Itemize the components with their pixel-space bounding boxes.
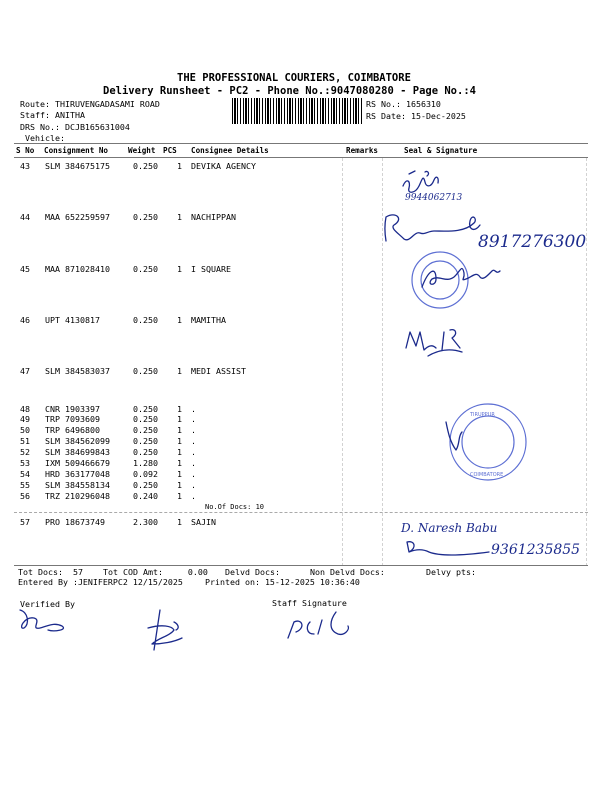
row-weight: 0.240 bbox=[133, 491, 158, 501]
signature-row-43-phone: 9944062713 bbox=[405, 193, 463, 203]
row-sno: 45 bbox=[20, 264, 30, 274]
header-bottom-rule bbox=[14, 157, 588, 158]
barcode bbox=[232, 98, 362, 124]
row-pcs: 1 bbox=[177, 517, 182, 527]
row-consignment: SLM 384699843 bbox=[45, 447, 110, 457]
row-pcs: 1 bbox=[177, 458, 182, 468]
row-sno: 53 bbox=[20, 458, 30, 468]
row-pcs: 1 bbox=[177, 469, 182, 479]
tot-cod-amount: Tot COD Amt: 0.00 bbox=[103, 567, 208, 577]
row-consignment: MAA 871028410 bbox=[45, 264, 110, 274]
row-consignee: I SQUARE bbox=[191, 264, 231, 274]
col-consignee: Consignee Details bbox=[191, 146, 269, 155]
printed-on: Printed on: 15-12-2025 10:36:40 bbox=[205, 577, 360, 587]
row-pcs: 1 bbox=[177, 315, 182, 325]
non-delivered-docs: Non Delvd Docs: bbox=[310, 567, 385, 577]
signature-verified-by bbox=[14, 602, 74, 637]
row-weight: 2.300 bbox=[133, 517, 158, 527]
row-sno: 47 bbox=[20, 366, 30, 376]
row-weight: 0.250 bbox=[133, 161, 158, 171]
row-sno: 57 bbox=[20, 517, 30, 527]
row-consignment: SLM 384583037 bbox=[45, 366, 110, 376]
stamp-row-48-56 bbox=[440, 400, 540, 490]
row-consignment: MAA 652259597 bbox=[45, 212, 110, 222]
row-pcs: 1 bbox=[177, 264, 182, 274]
row-weight: 0.250 bbox=[133, 264, 158, 274]
row-pcs: 1 bbox=[177, 425, 182, 435]
row-sno: 52 bbox=[20, 447, 30, 457]
signature-row-57-phone: 9361235855 bbox=[491, 542, 581, 558]
row-consignment: PRO 18673749 bbox=[45, 517, 105, 527]
row-sno: 51 bbox=[20, 436, 30, 446]
row-consignment: TRP 6496800 bbox=[45, 425, 100, 435]
col-remarks: Remarks bbox=[346, 146, 379, 155]
col-sno: S No bbox=[16, 146, 35, 155]
svg-text:TIRUPPUR: TIRUPPUR bbox=[470, 412, 495, 418]
signature-entered-by bbox=[140, 606, 200, 656]
drs-number: DRS No.: DCJB165631004 bbox=[20, 122, 130, 132]
row-sno: 55 bbox=[20, 480, 30, 490]
row-weight: 0.250 bbox=[133, 414, 158, 424]
row-sno: 44 bbox=[20, 212, 30, 222]
col-seal: Seal & Signature bbox=[404, 146, 478, 155]
header-top-rule bbox=[14, 143, 588, 144]
stamp-row-45 bbox=[402, 247, 532, 317]
col-pcs: PCS bbox=[163, 146, 177, 155]
row-consignee: MEDI ASSIST bbox=[191, 366, 246, 376]
row-consignment: TRZ 210296048 bbox=[45, 491, 110, 501]
verified-by-label: Verified By bbox=[20, 599, 75, 609]
row-sno: 54 bbox=[20, 469, 30, 479]
footer-rule bbox=[14, 565, 588, 566]
col-weight: Weight bbox=[128, 146, 156, 155]
row-consignment: CNR 1903397 bbox=[45, 404, 100, 414]
row-sno: 46 bbox=[20, 315, 30, 325]
entered-by: Entered By :JENIFERPC2 12/15/2025 bbox=[18, 577, 183, 587]
row-weight: 0.250 bbox=[133, 315, 158, 325]
route-text: Route: THIRUVENGADASAMI ROAD bbox=[20, 99, 160, 109]
row-consignment: SLM 384675175 bbox=[45, 161, 110, 171]
row-weight: 0.250 bbox=[133, 425, 158, 435]
row-consignee: . bbox=[191, 447, 196, 457]
row-consignee: MAMITHA bbox=[191, 315, 226, 325]
row-sno: 49 bbox=[20, 414, 30, 424]
signature-row-43 bbox=[395, 160, 485, 205]
signature-staff bbox=[280, 608, 360, 648]
row-weight: 0.250 bbox=[133, 404, 158, 414]
row-consignee: . bbox=[191, 436, 196, 446]
row-consignee: NACHIPPAN bbox=[191, 212, 236, 222]
row-consignment: HRD 363177048 bbox=[45, 469, 110, 479]
row-weight: 0.250 bbox=[133, 366, 158, 376]
row-pcs: 1 bbox=[177, 366, 182, 376]
row-pcs: 1 bbox=[177, 414, 182, 424]
row-pcs: 1 bbox=[177, 161, 182, 171]
delivery-points: Delvy pts: bbox=[426, 567, 476, 577]
row-sno: 56 bbox=[20, 491, 30, 501]
row-pcs: 1 bbox=[177, 436, 182, 446]
row-sno: 48 bbox=[20, 404, 30, 414]
row-weight: 0.250 bbox=[133, 436, 158, 446]
row-consignee: . bbox=[191, 458, 196, 468]
row-consignee: . bbox=[191, 480, 196, 490]
company-title: THE PROFESSIONAL COURIERS, COIMBATORE bbox=[177, 72, 411, 84]
row-pcs: 1 bbox=[177, 491, 182, 501]
row-consignee: . bbox=[191, 414, 196, 424]
row-consignment: SLM 384562099 bbox=[45, 436, 110, 446]
row-consignment: SLM 384558134 bbox=[45, 480, 110, 490]
signature-row-57 bbox=[395, 512, 595, 562]
row-consignee: . bbox=[191, 491, 196, 501]
col-consignment: Consignment No bbox=[44, 146, 109, 155]
row-consignee: . bbox=[191, 469, 196, 479]
row-weight: 1.280 bbox=[133, 458, 158, 468]
row-consignee: SAJIN bbox=[191, 517, 216, 527]
row-pcs: 1 bbox=[177, 212, 182, 222]
row-consignment: UPT 4130817 bbox=[45, 315, 100, 325]
row-weight: 0.250 bbox=[133, 212, 158, 222]
row-weight: 0.092 bbox=[133, 469, 158, 479]
col-separator bbox=[586, 158, 587, 566]
rs-number: RS No.: 1656310 bbox=[366, 99, 441, 109]
row-sno: 43 bbox=[20, 161, 30, 171]
row-sno: 50 bbox=[20, 425, 30, 435]
vehicle-text: Vehicle: bbox=[25, 133, 65, 143]
svg-text:COIMBATORE: COIMBATORE bbox=[470, 472, 504, 478]
staff-text: Staff: ANITHA bbox=[20, 110, 85, 120]
signature-row-57-name: D. Naresh Babu bbox=[401, 521, 498, 535]
row-pcs: 1 bbox=[177, 447, 182, 457]
tot-docs: Tot Docs: 57 bbox=[18, 567, 83, 577]
row-consignee: . bbox=[191, 404, 196, 414]
row-consignment: IXM 509466679 bbox=[45, 458, 110, 468]
row-pcs: 1 bbox=[177, 404, 182, 414]
runsheet-subtitle: Delivery Runsheet - PC2 - Phone No.:9047080280 - Page No.:4 bbox=[103, 85, 476, 97]
row-consignee: DEVIKA AGENCY bbox=[191, 161, 256, 171]
col-separator bbox=[342, 158, 343, 566]
row-pcs: 1 bbox=[177, 480, 182, 490]
row-weight: 0.250 bbox=[133, 447, 158, 457]
staff-signature-label: Staff Signature bbox=[272, 598, 347, 608]
signature-row-46 bbox=[400, 318, 480, 360]
row-weight: 0.250 bbox=[133, 480, 158, 490]
row-consignee: . bbox=[191, 425, 196, 435]
signature-row-44-phone: 8917276300 bbox=[478, 232, 587, 252]
row-consignment: TRP 7093609 bbox=[45, 414, 100, 424]
rs-date: RS Date: 15-Dec-2025 bbox=[366, 111, 466, 121]
group-doc-count: No.Of Docs: 10 bbox=[205, 503, 265, 511]
delivered-docs: Delvd Docs: bbox=[225, 567, 280, 577]
